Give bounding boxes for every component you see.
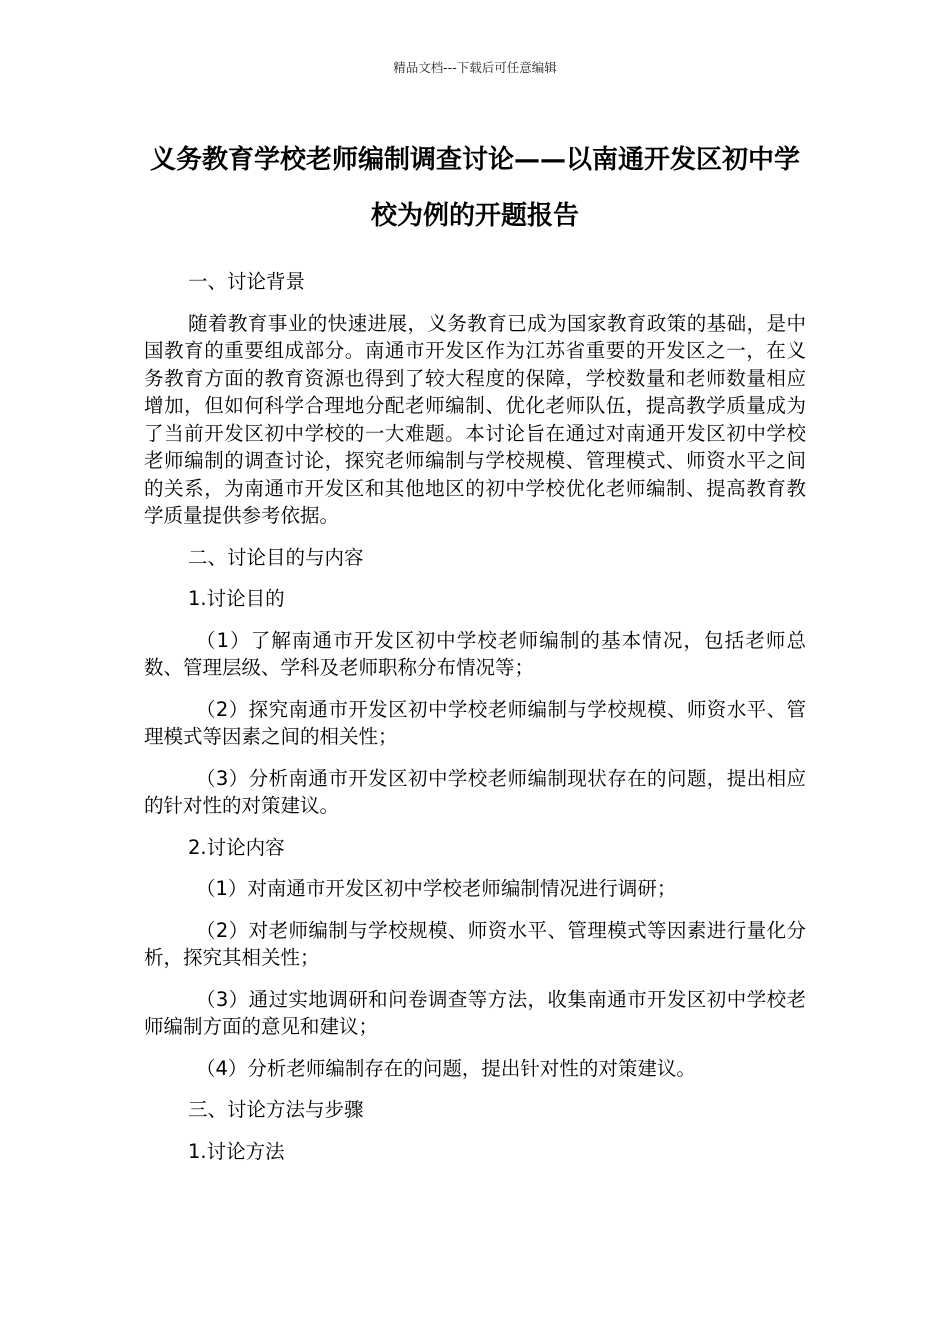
content-item: （4）分析老师编制存在的问题，提出针对性的对策建议。: [196, 1056, 696, 1080]
section-heading-2: 二、讨论目的与内容: [188, 545, 364, 569]
document-title: 义务教育学校老师编制调查讨论——以南通开发区初中学校为例的开题报告: [149, 145, 800, 231]
subsection-heading-content: 2.讨论内容: [188, 835, 285, 859]
content-item: （2）对老师编制与学校规模、师资水平、管理模式等因素进行量化分析，探究其相关性；: [144, 918, 806, 969]
content-item: （3）通过实地调研和问卷调查等方法，收集南通市开发区初中学校老师编制方面的意见和建议；: [144, 987, 806, 1038]
section-heading-1: 一、讨论背景: [188, 270, 306, 293]
subsection-heading-purpose: 1.讨论目的: [188, 587, 285, 610]
purpose-item: （1）了解南通市开发区初中学校老师编制的基本情况，包括老师总数、管理层级、学科及老师职称分布情况等；: [144, 628, 806, 679]
purpose-item: （2）探究南通市开发区初中学校老师编制与学校规模、师资水平、管理模式等因素之间的相关性；: [144, 697, 806, 748]
subsection-heading-method: 1.讨论方法: [188, 1139, 285, 1163]
section-heading-3: 三、讨论方法与步骤: [188, 1098, 364, 1121]
content-item: （1）对南通市开发区初中学校老师编制情况进行调研；: [196, 877, 677, 900]
background-paragraph: 随着教育事业的快速进展，义务教育已成为国家教育政策的基础，是中国教育的重要组成部分。南通市开发区作为江苏省重要的开发区之一，在义务教育方面的教育资源也得到了较大程度的保障，学校数量和老师数量相应增加，但如何科学合理地分配老师编制、优化老师队伍，提高教学质量成为了当前开发区初中学校的一大难题。本讨论旨在通过对南通开发区初中学校老师编制的调查讨论，探究老师编制与学校规模、管理模式、师资水平之间的关系，为南通市开发区和其他地区的初中学校优化老师编制、提高教育教学质量提供参考依据。: [144, 311, 806, 527]
document-body: [144, 268, 806, 1179]
purpose-item: （3）分析南通市开发区初中学校老师编制现状存在的问题，提出相应的针对性的对策建议。: [144, 766, 806, 817]
header-note: 精品文档---下载后可任意编辑: [393, 60, 557, 75]
